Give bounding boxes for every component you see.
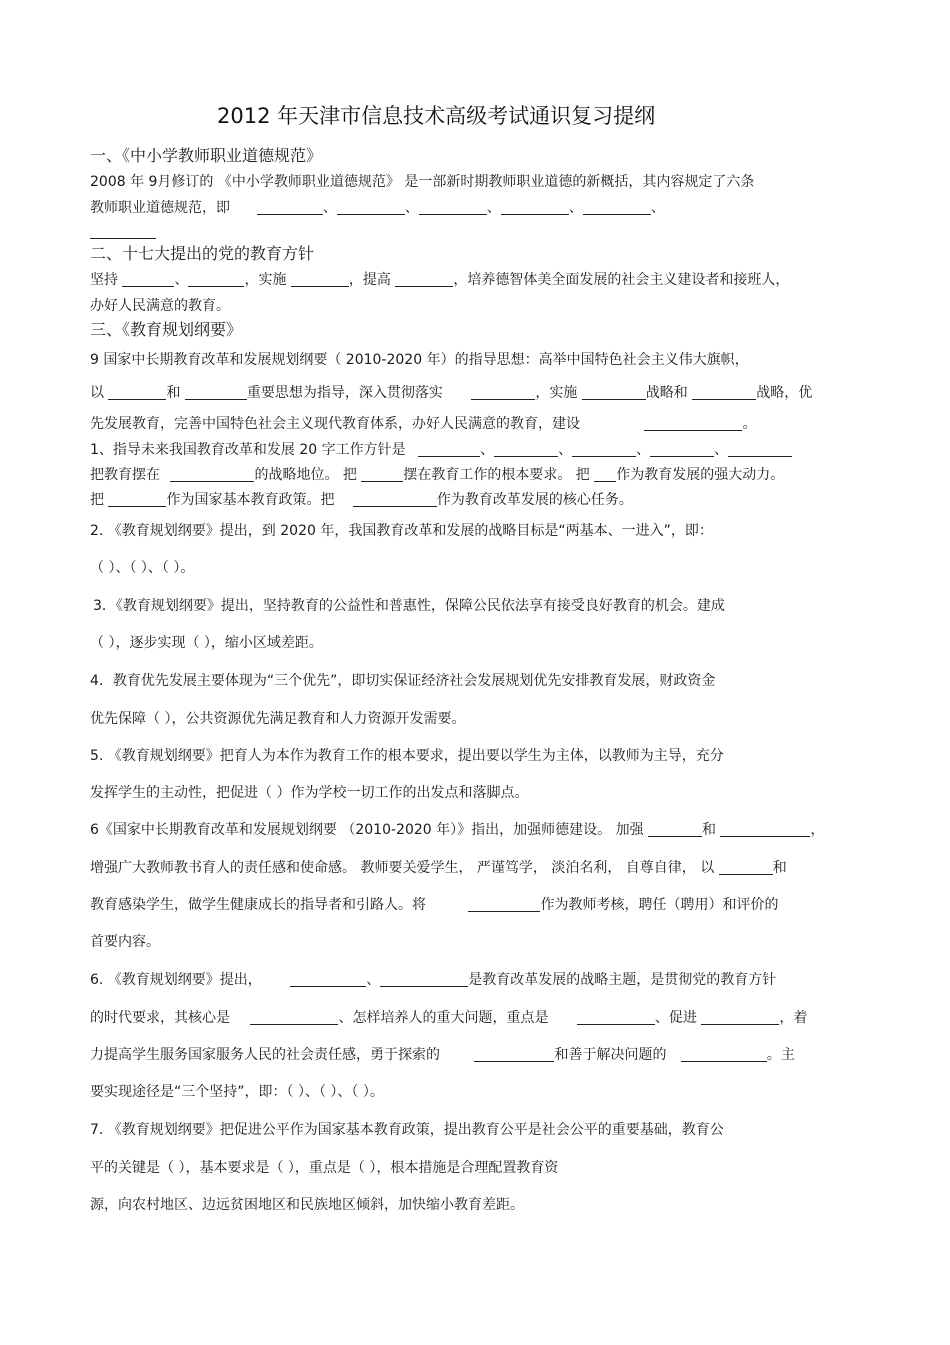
p2-line-1: 2. 《教育规划纲要》提出，到 2020 年，我国教育改革和发展的战略目标是“两基本、一进入”，即：	[90, 523, 713, 539]
p6a-line-3	[90, 895, 778, 915]
p7-line-1: 7. 《教育规划纲要》把促进公平作为国家基本教育政策，提出教育公平是社会公平的重要基础，教育公	[90, 1122, 724, 1138]
blank	[250, 1008, 338, 1025]
blank	[395, 270, 453, 287]
blank	[501, 198, 569, 215]
p7-line-3: 源，向农村地区、边远贫困地区和民族地区倾斜，加快缩小教育差距。	[90, 1197, 524, 1213]
blank	[594, 465, 616, 482]
blank	[648, 820, 702, 837]
p6a-text: 和	[772, 860, 787, 876]
separator: 、	[568, 200, 583, 216]
p4-line-1: 4．教育优先发展主要体现为“三个优先”，即切实保证经济社会发展规划优先安排教育发展，财政资金	[90, 673, 716, 689]
p6b-text: 是教育改革发展的战略主题，是贯彻党的教育方针	[468, 972, 777, 988]
p4-line-2: 优先保障（ ），公共资源优先满足教育和人力资源开发需要。	[90, 711, 466, 727]
section-1-heading: 一、《中小学教师职业道德规范》	[90, 146, 323, 165]
blank	[650, 440, 714, 457]
p6a-line-2	[90, 858, 787, 878]
separator: 、	[558, 442, 573, 458]
p6a-line-4: 首要内容。	[90, 934, 160, 950]
blank	[108, 383, 166, 400]
blank	[582, 383, 646, 400]
s2-text: 坚持	[90, 272, 118, 288]
p1-line-2	[90, 465, 784, 485]
p1-text: 摆在教育工作的根本要求。 把	[403, 467, 590, 483]
blank	[291, 270, 349, 287]
p5-line-1: 5. 《教育规划纲要》把育人为本作为教育工作的根本要求，提出要以学生为主体，以教师为主导，充分	[90, 748, 724, 764]
p7-line-2: 平的关键是（ ），基本要求是（ ），重点是（ ），根本措施是合理配置教育资	[90, 1160, 559, 1176]
blank	[692, 383, 756, 400]
p6a-text: ，	[810, 822, 825, 838]
separator: 、	[480, 442, 495, 458]
separator: 、	[636, 442, 651, 458]
p6b-line-1	[90, 970, 776, 990]
p6b-text: 的时代要求，其核心是	[90, 1010, 230, 1026]
blank	[644, 414, 742, 431]
blank	[583, 198, 651, 215]
p9-text: 战略和	[645, 385, 688, 401]
s1-line-1: 2008 年 9月修订的 《中小学教师职业道德规范》 是一部新时期教师职业道德的新概括，其内容规定了六条	[90, 174, 755, 190]
p6b-text: 。主	[766, 1047, 795, 1063]
p1-text: 作为国家基本教育政策。把	[166, 492, 335, 508]
blank	[719, 858, 773, 875]
p9-line-3	[90, 414, 756, 434]
p6b-text: 力提高学生服务国家服务人民的社会责任感，勇于探索的	[90, 1047, 440, 1063]
blank	[188, 270, 244, 287]
s2-text: ，实施	[244, 272, 287, 288]
separator: 、	[404, 200, 419, 216]
page-title: 2012 年天津市信息技术高级考试通识复习提纲	[217, 104, 656, 128]
blank	[468, 895, 540, 912]
blank	[681, 1045, 767, 1062]
p6a-text: 6《国家中长期教育改革和发展规划纲要 （2010-2020 年）》指出，加强师德建设。 加强	[90, 822, 644, 838]
p6b-line-4: 要实现途径是“三个坚持”，即：（ ）、（ ）、（ ）。	[90, 1084, 384, 1100]
p6a-text: 增强广大教师教书育人的责任感和使命感。 教师要关爱学生， 严谨笃学， 淡泊名利， 自尊自律， 以	[90, 860, 715, 876]
p9-text: 。	[742, 416, 757, 432]
blank	[728, 440, 792, 457]
separator: 、	[366, 972, 381, 988]
p1-text: 把	[90, 492, 104, 508]
p3-line-2: （ ），逐步实现（ ），缩小区域差距。	[90, 635, 323, 651]
separator: 、	[322, 200, 337, 216]
blank	[720, 820, 810, 837]
p9-text: 和	[166, 385, 181, 401]
p9-text: 以	[90, 385, 104, 401]
p6b-text: 、促进	[654, 1010, 697, 1026]
blank	[185, 383, 247, 400]
separator: 、	[486, 200, 501, 216]
p9-text: 重要思想为指导，深入贯彻落实	[246, 385, 443, 401]
blank	[471, 383, 535, 400]
blank	[361, 465, 403, 482]
p6b-line-3	[90, 1045, 795, 1065]
s2-text: ，培养德智体美全面发展的社会主义建设者和接班人，	[453, 272, 790, 288]
s1-text: 教师职业道德规范，即	[90, 200, 230, 216]
p1-text: 作为教育发展的强大动力。	[616, 467, 785, 483]
s2-text: ，提高	[348, 272, 391, 288]
p6a-text: 教育感染学生，做学生健康成长的指导者和引路人。将	[90, 897, 426, 913]
p5-line-2: 发挥学生的主动性，把促进（ ）作为学校一切工作的出发点和落脚点。	[90, 785, 529, 801]
separator: 、	[650, 200, 665, 216]
p9-line-1: 9 国家中长期教育改革和发展规划纲要（ 2010-2020 年）的指导思想：高举中国特色社会主义伟大旗帜，	[90, 352, 749, 368]
blank	[337, 198, 405, 215]
p9-text: 战略，优	[756, 385, 813, 401]
p1-line-3	[90, 490, 633, 510]
p6b-text: ，着	[779, 1010, 808, 1026]
blank	[90, 222, 156, 239]
blank	[474, 1045, 554, 1062]
p9-line-2	[90, 383, 812, 403]
blank	[419, 198, 487, 215]
blank	[494, 440, 558, 457]
s1-line-2	[90, 198, 665, 218]
blank	[290, 970, 366, 987]
p9-text: 先发展教育，完善中国特色社会主义现代教育体系，办好人民满意的教育，建设	[90, 416, 580, 432]
p1-text: 把教育摆在	[90, 467, 160, 483]
blank	[418, 440, 480, 457]
p6b-text: 6. 《教育规划纲要》提出，	[90, 972, 262, 988]
p6b-line-2	[90, 1008, 807, 1028]
p1-text: 1、指导未来我国教育改革和发展 20 字工作方针是	[90, 442, 406, 458]
p2-line-2: （ ）、（ ）、（ ）。	[90, 560, 195, 576]
separator: 、	[174, 272, 189, 288]
blank	[108, 490, 166, 507]
p3-line-1: 3．《教育规划纲要》提出，坚持教育的公益性和普惠性，保障公民依法享有接受良好教育的机会。建成	[93, 598, 725, 614]
blank	[380, 970, 468, 987]
blank	[122, 270, 174, 287]
blank	[353, 490, 437, 507]
p6b-text: 和善于解决问题的	[554, 1047, 667, 1063]
blank	[170, 465, 254, 482]
blank	[257, 198, 323, 215]
p6a-text: 作为教师考核，聘任（聘用）和评价的	[540, 897, 779, 913]
s2-line-1	[90, 270, 789, 290]
s2-line-2: 办好人民满意的教育。	[90, 298, 230, 314]
blank	[577, 1008, 655, 1025]
p9-text: ，实施	[535, 385, 578, 401]
p1-text: 的战略地位。 把	[254, 467, 357, 483]
blank	[701, 1008, 779, 1025]
p1-line-1	[90, 440, 792, 460]
s1-line-3	[90, 222, 156, 242]
p1-text: 作为教育改革发展的核心任务。	[436, 492, 633, 508]
blank	[572, 440, 636, 457]
p6a-text: 和	[702, 822, 717, 838]
p6b-text: 、怎样培养人的重大问题，重点是	[338, 1010, 549, 1026]
section-3-heading: 三、《教育规划纲要》	[90, 320, 243, 339]
separator: 、	[714, 442, 729, 458]
p6a-line-1	[90, 820, 824, 840]
section-2-heading: 二、十七大提出的党的教育方针	[90, 244, 315, 263]
